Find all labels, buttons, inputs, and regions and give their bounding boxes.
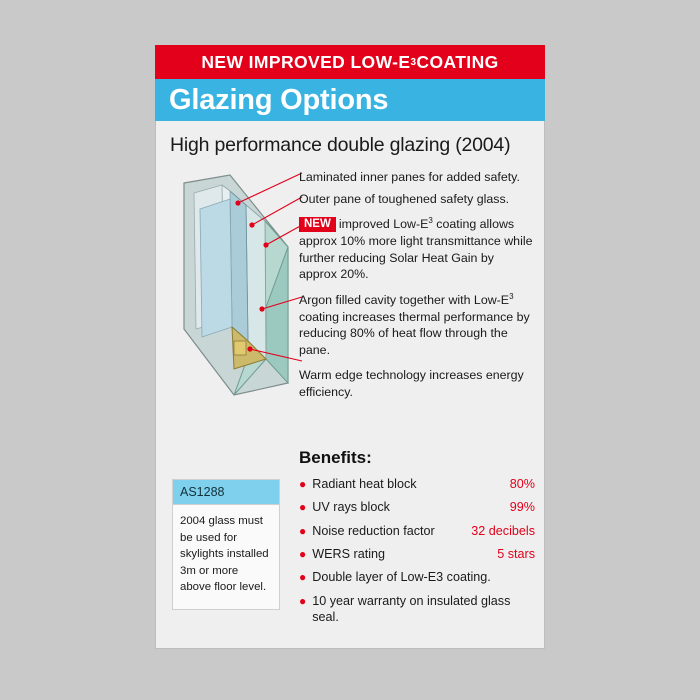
callout-low-e-coating bbox=[299, 216, 534, 283]
callout-text-a: Argon filled cavity together with Low-E bbox=[299, 292, 510, 307]
callout-outer-pane bbox=[299, 191, 534, 208]
callout-warm-edge bbox=[299, 367, 534, 400]
callout-superscript: 3 bbox=[509, 291, 514, 301]
benefit-label: 10 year warranty on insulated glass seal. bbox=[312, 593, 511, 625]
callout-list bbox=[299, 169, 534, 406]
benefit-label: Radiant heat block bbox=[312, 477, 417, 491]
benefit-label: UV rays block bbox=[312, 500, 390, 515]
benefit-value: 99% bbox=[509, 500, 535, 515]
benefit-value: 32 decibels bbox=[471, 523, 535, 538]
glazing-cross-section-svg bbox=[170, 169, 305, 409]
bullet-icon: ● bbox=[299, 500, 307, 515]
callout-text-b: coating allows approx 10% more light transmittance while further reducing Solar Heat Gain by approx 20%. bbox=[299, 217, 533, 282]
benefit-label: WERS rating bbox=[312, 547, 386, 562]
benefit-item bbox=[299, 476, 535, 492]
benefit-value: 80% bbox=[509, 477, 535, 491]
bullet-icon: ● bbox=[299, 593, 307, 608]
bullet-icon: ● bbox=[299, 523, 307, 538]
callout-text-a: improved Low-E bbox=[338, 217, 429, 232]
standard-code-heading: AS1288 bbox=[172, 479, 280, 504]
benefit-label: Double layer of Low-E3 coating. bbox=[312, 570, 491, 585]
benefit-item bbox=[299, 569, 535, 585]
page-title: Glazing Options bbox=[169, 83, 389, 116]
benefit-value: 5 stars bbox=[497, 547, 535, 562]
standard-note-text: 2004 glass must be used for skylights installed 3m or more above floor level. bbox=[172, 504, 280, 610]
callout-laminated-inner-panes bbox=[299, 169, 534, 186]
benefit-item bbox=[299, 546, 535, 562]
callout-text: Laminated inner panes for added safety. bbox=[299, 170, 520, 184]
benefit-item bbox=[299, 499, 535, 515]
callout-text: Warm edge technology increases energy efficiency. bbox=[299, 368, 524, 399]
inner-laminated-pane-shape bbox=[230, 191, 248, 341]
argon-cavity-shape bbox=[246, 205, 266, 359]
double-glazing-diagram bbox=[170, 169, 305, 409]
glazing-options-poster bbox=[155, 45, 545, 655]
callout-argon-cavity bbox=[299, 292, 534, 359]
callout-text: Outer pane of toughened safety glass. bbox=[299, 191, 510, 206]
standard-note-box bbox=[172, 479, 280, 610]
benefit-label: Noise reduction factor bbox=[312, 523, 435, 538]
new-badge: NEW bbox=[299, 217, 336, 232]
title-banner bbox=[155, 79, 545, 121]
glass-front-face bbox=[200, 199, 232, 337]
promo-banner-text-post: COATING bbox=[416, 51, 499, 72]
benefits-heading: Benefits: bbox=[299, 448, 372, 467]
bullet-icon: ● bbox=[299, 477, 307, 491]
benefits-section bbox=[299, 448, 535, 633]
promo-banner-text-pre: NEW IMPROVED LOW-E bbox=[201, 51, 411, 72]
content-panel bbox=[155, 121, 545, 649]
callout-superscript: 3 bbox=[428, 216, 433, 226]
benefit-item bbox=[299, 593, 535, 626]
promo-banner bbox=[155, 45, 545, 79]
bullet-icon: ● bbox=[299, 547, 307, 562]
promo-banner-superscript: 3 bbox=[410, 56, 417, 68]
bullet-icon: ● bbox=[299, 570, 307, 585]
benefit-item bbox=[299, 523, 535, 539]
spacer-detail bbox=[234, 341, 246, 355]
panel-heading: High performance double glazing (2004) bbox=[170, 134, 511, 156]
callout-text-b: coating increases thermal performance by reducing 80% of heat flow through the pane. bbox=[299, 309, 530, 357]
